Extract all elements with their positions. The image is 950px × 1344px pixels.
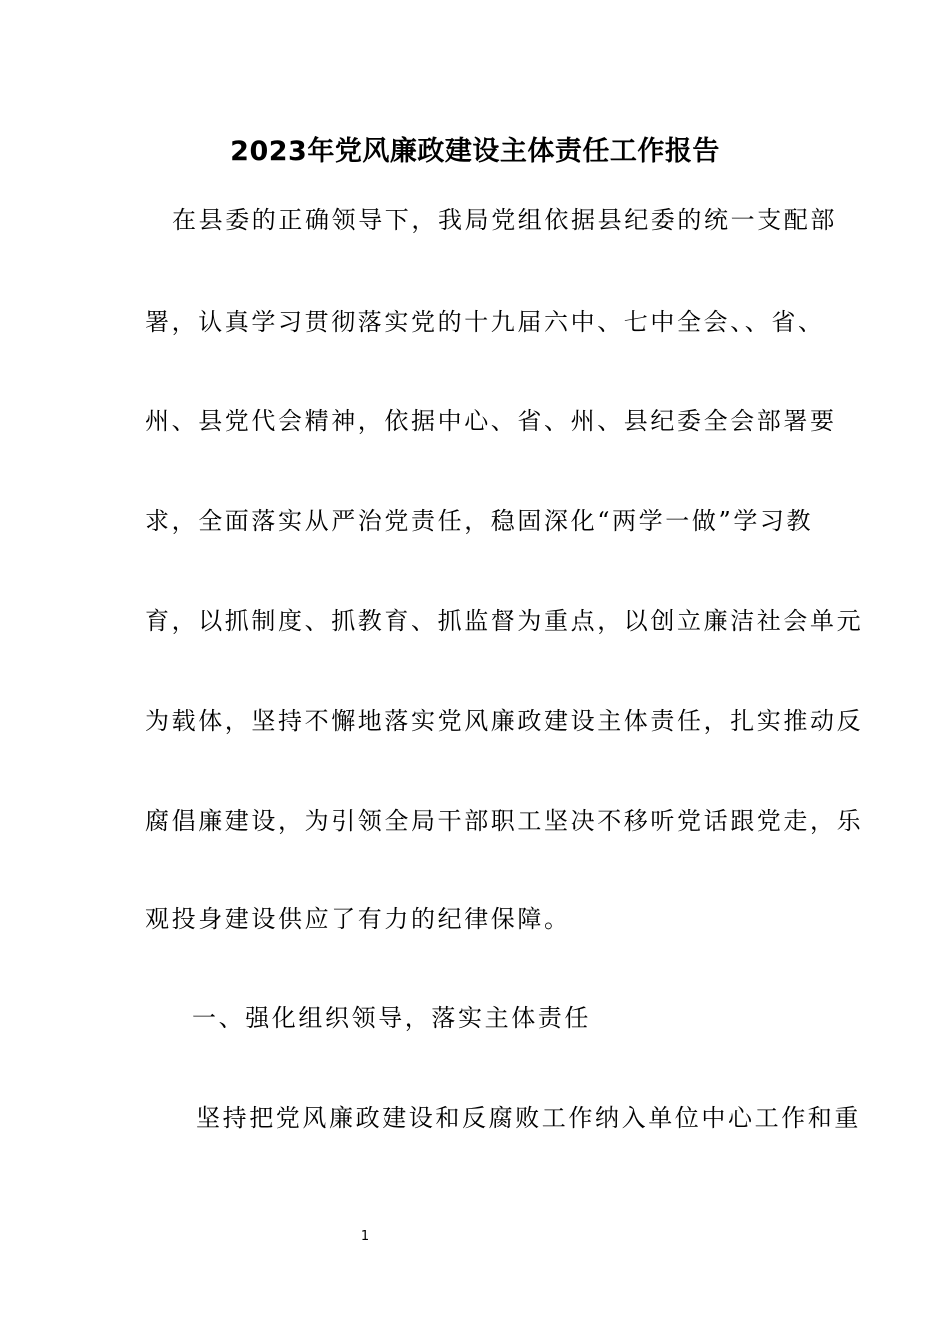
paragraph-line: 腐倡廉建设，为引领全局干部职工坚决不移听党话跟党走，乐: [145, 807, 864, 835]
paragraph-line: 坚持把党风廉政建设和反腐败工作纳入单位中心工作和重: [196, 1104, 861, 1132]
paragraph-line: 观投身建设供应了有力的纪律保障。: [145, 905, 571, 933]
section-heading: 一、强化组织领导，落实主体责任: [192, 1004, 591, 1032]
document-title: 2023年党风廉政建设主体责任工作报告: [230, 136, 720, 167]
paragraph-line: 求，全面落实从严治党责任，稳固深化“两学一做”学习教: [145, 507, 814, 535]
paragraph-line: 州、县党代会精神，依据中心、省、州、县纪委全会部署要: [145, 407, 837, 435]
paragraph-line: 育，以抓制度、抓教育、抓监督为重点，以创立廉洁社会单元: [145, 607, 864, 635]
paragraph-line: 署，认真学习贯彻落实党的十九届六中、七中全会、、省、: [145, 308, 825, 336]
paragraph-line: 为载体，坚持不懈地落实党风廉政建设主体责任，扎实推动反: [145, 707, 864, 735]
page-number: 1: [360, 1229, 370, 1244]
paragraph-line: 在县委的正确领导下，我局党组依据县纪委的统一支配部: [172, 206, 837, 234]
